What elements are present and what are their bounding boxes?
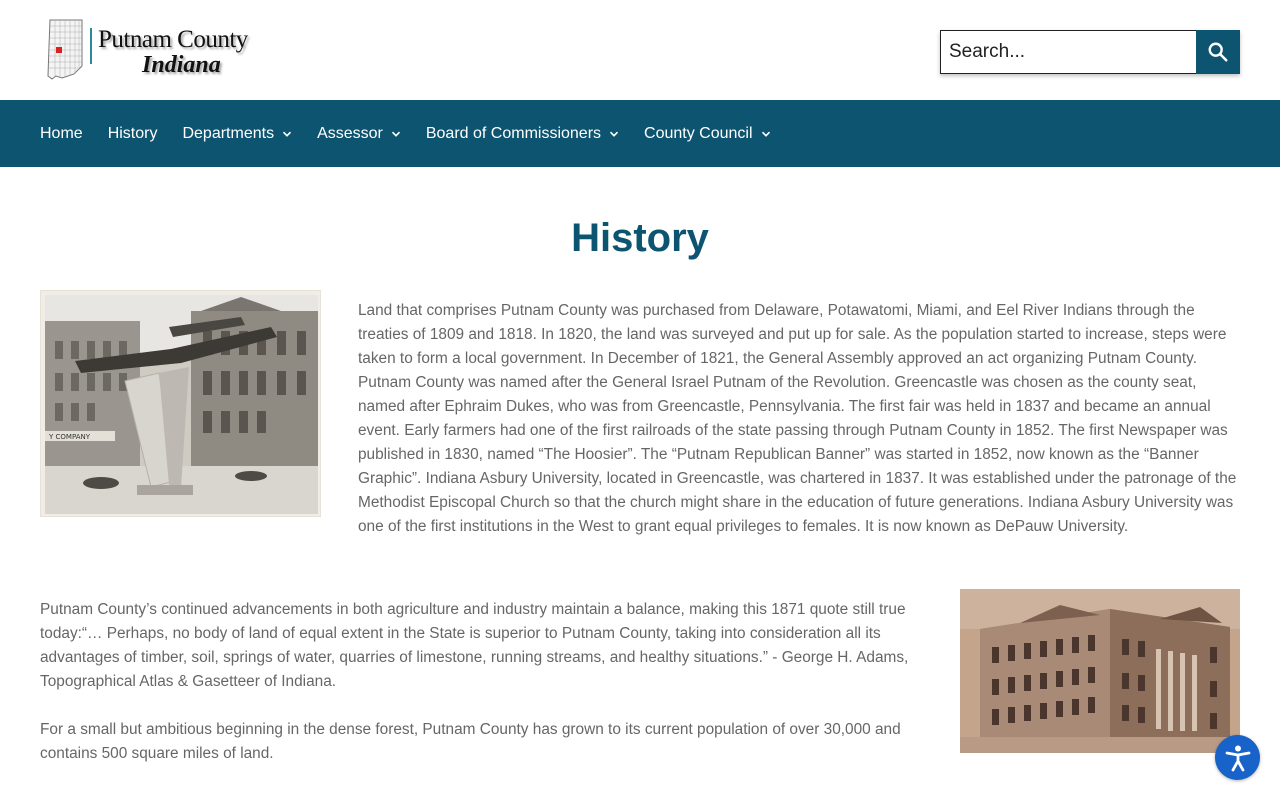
accessibility-button[interactable] <box>1215 735 1260 780</box>
nav-item-label: History <box>107 124 158 142</box>
nav-item-label: Departments <box>182 124 275 142</box>
nav-item-board-of-commissioners[interactable] <box>426 125 619 143</box>
nav-item-home[interactable] <box>40 125 83 143</box>
logo-divider <box>90 28 92 64</box>
search-input[interactable] <box>940 30 1196 74</box>
site-logo[interactable] <box>40 14 248 86</box>
storefront-sign: Y COMPANY <box>49 433 91 441</box>
history-paragraph-1: Land that comprises Putnam County was purchased from Delaware, Potawatomi, Miami, and Eel River Indians through the treaties of 1809 and 1818. In 1820, the land was surveyed and put up for sale. As the population started to increase, steps were taken to form a local government. In December of 1821, the General Assembly approved an act organizing Putnam County. Putnam County was named after the General Israel Putnam of the Revolution. Greencastle was chosen as the county seat, named after Ephraim Dukes, who was from Greencastle, Pennsylvania. The first fair was held in 1837 and became an annual event. Early farmers had one of the first railroads of the state passing through Putnam County in 1852. The first Newspaper was published in 1830, named “The Hoosier”. The “Putnam Republican Banner” was started in 1852, now known as the “Banner Graphic”. Indiana Asbury University, located in Greencastle, was chartered in 1837. It was established under the patronage of the Methodist Episcopal Church so that the church might share in the education of future generations. Indiana Asbury University was one of the first institutions in the West to grant equal privileges to females. It is now known as DePauw University. <box>358 302 1237 535</box>
history-paragraph-2: Putnam County’s continued advancements in both agriculture and industry maintain a balance, making this 1871 quote still true today:“… Perhaps, no body of land of equal extent in the State is superior to Putnam County, taking into consideration all its advantages of timber, soil, springs of water, quarries of limestone, running streams, and healthy situations.” - George H. Adams, Topographical Atlas & Gasetteer of Indiana. <box>40 601 909 690</box>
chevron-down-icon <box>609 129 619 139</box>
nav-item-label: County Council <box>644 124 753 142</box>
search-icon <box>1207 41 1229 63</box>
nav-item-assessor[interactable] <box>317 125 401 143</box>
chevron-down-icon <box>761 129 771 139</box>
page-title: History <box>571 216 709 260</box>
historic-street-photo <box>40 290 321 517</box>
logo-subtitle: Indiana <box>142 52 221 78</box>
nav-item-history[interactable] <box>108 125 158 143</box>
main-nav <box>0 100 1280 167</box>
logo-title: Putnam County <box>98 26 248 53</box>
nav-item-label: Assessor <box>317 124 383 142</box>
courthouse-photo <box>960 589 1240 753</box>
search-form <box>940 30 1240 74</box>
search-button[interactable] <box>1196 30 1240 74</box>
indiana-map-icon <box>44 16 88 82</box>
chevron-down-icon <box>391 129 401 139</box>
chevron-down-icon <box>282 129 292 139</box>
history-paragraph-3: For a small but ambitious beginning in the dense forest, Putnam County has grown to its current population of over 30,000 and contains 500 square miles of land. <box>40 721 901 762</box>
nav-item-departments[interactable] <box>182 125 292 143</box>
site-header <box>0 0 1280 100</box>
nav-item-county-council[interactable] <box>644 125 771 143</box>
accessibility-icon <box>1222 742 1254 774</box>
nav-item-label: Board of Commissioners <box>425 124 602 142</box>
nav-item-label: Home <box>40 124 83 142</box>
